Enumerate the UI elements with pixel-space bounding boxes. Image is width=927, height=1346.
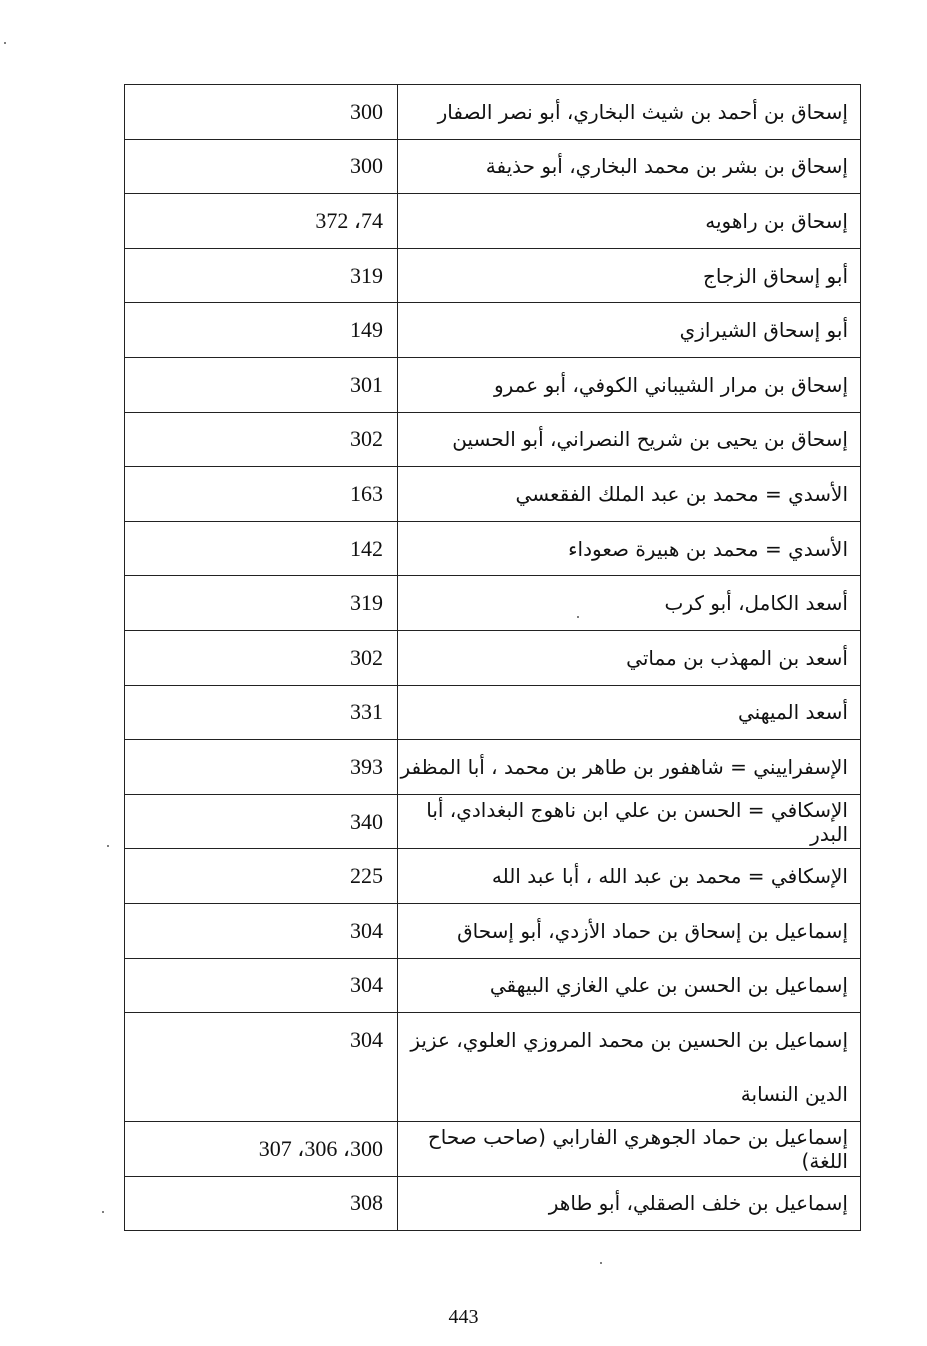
- table-row: [125, 740, 861, 795]
- index-table-body: [125, 85, 861, 1231]
- table-row: [125, 794, 861, 849]
- page-references: 300: [125, 85, 398, 140]
- page-number: 443: [448, 1306, 479, 1328]
- page-references: 308: [125, 1176, 398, 1231]
- table-row: [125, 467, 861, 522]
- page-references: 340: [125, 794, 398, 849]
- person-name: الأسدي = محمد بن هبيرة صعوداء: [398, 521, 861, 576]
- person-name: إسماعيل بن الحسن بن علي الغازي البيهقي: [398, 958, 861, 1013]
- person-name: إسماعيل بن حماد الجوهري الفارابي (صاحب صحاح اللغة): [398, 1122, 861, 1177]
- table-row: [125, 1122, 861, 1177]
- page-references: 304: [125, 903, 398, 958]
- person-name: إسحاق بن يحيى بن شريح النصراني، أبو الحسين: [398, 412, 861, 467]
- table-row: [125, 412, 861, 467]
- page-references: 319: [125, 576, 398, 631]
- scan-speck: [600, 1262, 602, 1264]
- page-references: 331: [125, 685, 398, 740]
- person-name: أبو إسحاق الزجاج: [398, 248, 861, 303]
- scan-speck: [107, 845, 109, 847]
- person-name: الإسكافي = محمد بن عبد الله ، أبا عبد الله: [398, 849, 861, 904]
- table-row: [125, 85, 861, 140]
- person-name: إسماعيل بن خلف الصقلي، أبو طاهر: [398, 1176, 861, 1231]
- scan-speck: [102, 1211, 104, 1213]
- table-row: [125, 630, 861, 685]
- table-row: [125, 521, 861, 576]
- scan-speck: [4, 42, 6, 44]
- page-references: 302: [125, 630, 398, 685]
- table-row: [125, 576, 861, 631]
- person-name: أبو إسحاق الشيرازي: [398, 303, 861, 358]
- scan-speck: [577, 616, 579, 618]
- page-references: 304: [125, 1013, 398, 1122]
- person-name: إسحاق بن مرار الشيباني الكوفي، أبو عمرو: [398, 357, 861, 412]
- table-row: [125, 903, 861, 958]
- person-name: الإسكافي = الحسن بن علي ابن ناهوج البغدادي، أبا البدر: [398, 794, 861, 849]
- page-references: 393: [125, 740, 398, 795]
- person-name: الأسدي = محمد بن عبد الملك الفقعسي: [398, 467, 861, 522]
- person-name: إسحاق بن راهويه: [398, 194, 861, 249]
- page-references: 301: [125, 357, 398, 412]
- table-row: [125, 248, 861, 303]
- page-references: 149: [125, 303, 398, 358]
- table-row: [125, 1176, 861, 1231]
- person-name: إسحاق بن أحمد بن شيث البخاري، أبو نصر الصفار: [398, 85, 861, 140]
- person-name: إسماعيل بن الحسين بن محمد المروزي العلوي، عزيز الدين النسابة: [398, 1013, 861, 1122]
- person-name: إسحاق بن بشر بن محمد البخاري، أبو حذيفة: [398, 139, 861, 194]
- table-row: [125, 685, 861, 740]
- page-references: 304: [125, 958, 398, 1013]
- page-references: 372 ،74: [125, 194, 398, 249]
- page-references: 319: [125, 248, 398, 303]
- person-name: إسماعيل بن إسحاق بن حماد الأزدي، أبو إسحاق: [398, 903, 861, 958]
- person-name: أسعد بن المهذب بن مماتي: [398, 630, 861, 685]
- page-references: 300: [125, 139, 398, 194]
- page-references: 142: [125, 521, 398, 576]
- table-row: [125, 1013, 861, 1122]
- table-row: [125, 303, 861, 358]
- page-references: 225: [125, 849, 398, 904]
- table-row: [125, 194, 861, 249]
- page-references: 302: [125, 412, 398, 467]
- person-name: أسعد الكامل، أبو كرب: [398, 576, 861, 631]
- table-row: [125, 139, 861, 194]
- page-references: 307 ،306 ،300: [125, 1122, 398, 1177]
- person-name: أسعد الميهني: [398, 685, 861, 740]
- person-name: الإسفراييني = شاهفور بن طاهر بن محمد ، أبا المظفر: [398, 740, 861, 795]
- table-row: [125, 849, 861, 904]
- table-row: [125, 958, 861, 1013]
- page-references: 163: [125, 467, 398, 522]
- table-row: [125, 357, 861, 412]
- index-table: [124, 84, 861, 1231]
